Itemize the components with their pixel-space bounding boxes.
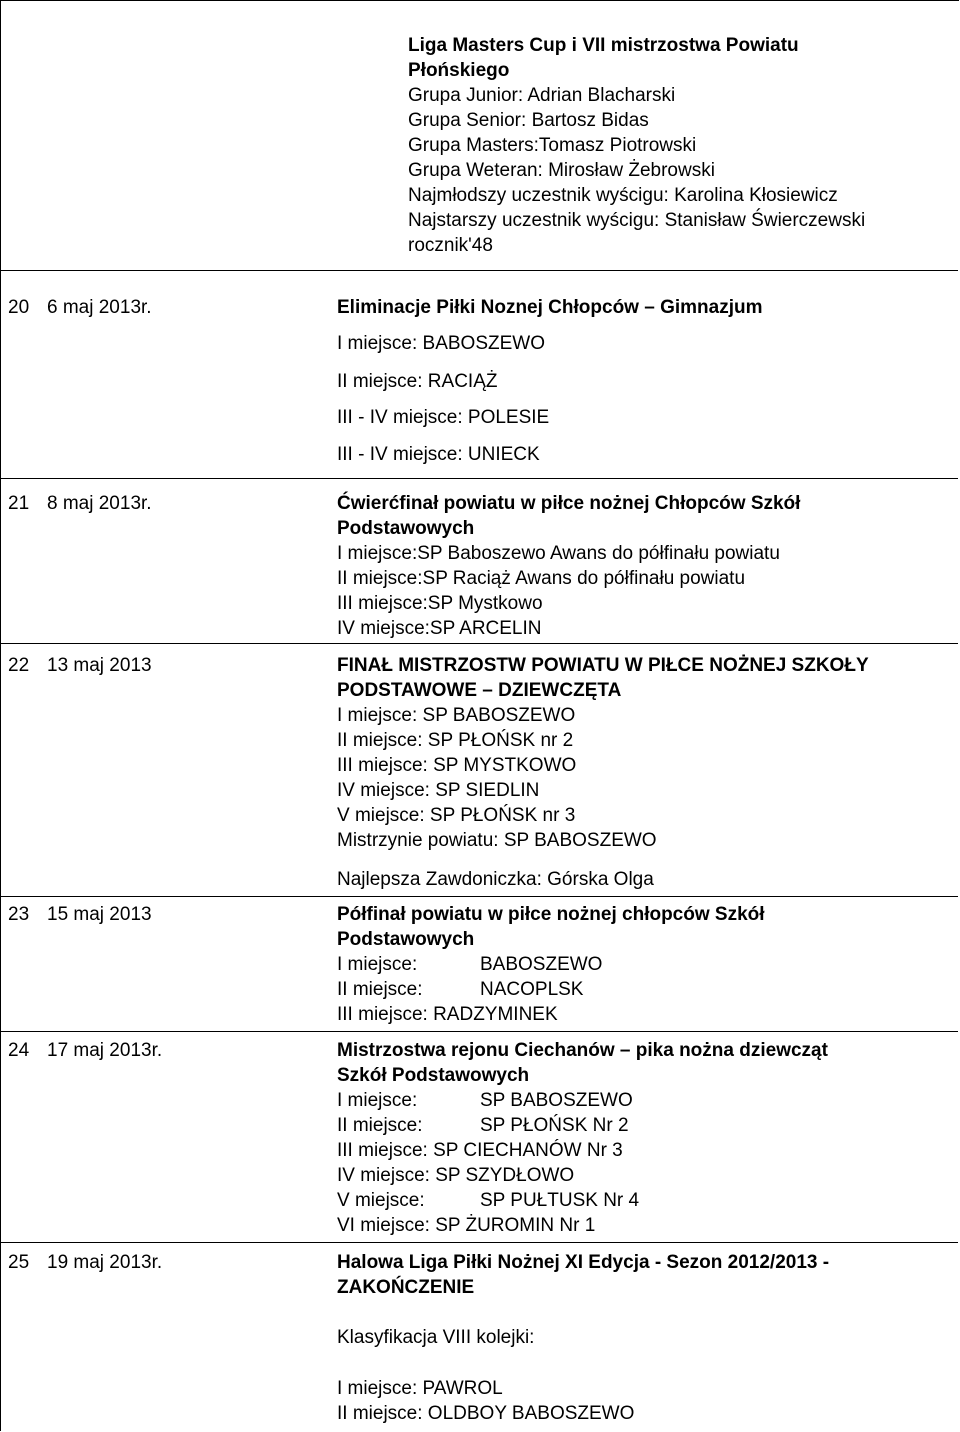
entry-number: 23 xyxy=(8,904,30,925)
result-value: NACOPLSK xyxy=(480,979,584,1000)
result-line: I miejsce: PAWROL xyxy=(337,1378,503,1399)
result-value: SP PŁOŃSK Nr 2 xyxy=(480,1115,629,1136)
intro-senior: Grupa Senior: Bartosz Bidas xyxy=(408,110,649,131)
result-value: SP PUŁTUSK Nr 4 xyxy=(480,1190,640,1211)
entry-title: Podstawowych xyxy=(337,929,475,950)
entry-date: 8 maj 2013r. xyxy=(47,493,152,514)
entry-title: Eliminacje Piłki Noznej Chłopców – Gimnazjum xyxy=(337,297,763,318)
entry-date: 15 maj 2013 xyxy=(47,904,152,925)
entry-date: 19 maj 2013r. xyxy=(47,1252,163,1273)
entry-number: 25 xyxy=(8,1252,30,1273)
result-line: III miejsce: SP CIECHANÓW Nr 3 xyxy=(337,1140,623,1161)
entry-title: Mistrzostwa rejonu Ciechanów – pika nożna dziewcząt xyxy=(337,1040,828,1061)
entry-title: FINAŁ MISTRZOSTW POWIATU W PIŁCE NOŻNEJ SZKOŁY xyxy=(337,655,869,676)
row-divider xyxy=(0,896,958,897)
result-label: I miejsce: xyxy=(337,954,418,975)
result-label: II miejsce: xyxy=(337,979,423,1000)
intro-year: rocznik'48 xyxy=(408,235,493,256)
result-line: III miejsce: RADZYMINEK xyxy=(337,1004,558,1025)
result-line: III - IV miejsce: POLESIE xyxy=(337,407,550,428)
entry-title: ZAKOŃCZENIE xyxy=(337,1277,475,1298)
entry-date: 6 maj 2013r. xyxy=(47,297,152,318)
result-line: II miejsce:SP Raciąż Awans do półfinału powiatu xyxy=(337,568,746,589)
entry-title: Półfinał powiatu w piłce nożnej chłopców Szkół xyxy=(337,904,765,925)
intro-oldest: Najstarszy uczestnik wyścigu: Stanisław Świerczewski xyxy=(408,210,866,231)
result-line: II miejsce: OLDBOY BABOSZEWO xyxy=(337,1403,635,1424)
entry-number: 20 xyxy=(8,297,30,318)
entry-number: 21 xyxy=(8,493,30,514)
result-line: IV miejsce:SP ARCELIN xyxy=(337,618,542,639)
result-label: V miejsce: xyxy=(337,1190,425,1211)
row-divider xyxy=(0,643,958,644)
result-value: SP BABOSZEWO xyxy=(480,1090,633,1111)
row-divider xyxy=(0,478,958,479)
entry-title: Ćwierćfinał powiatu w piłce nożnej Chłopców Szkół xyxy=(337,493,801,514)
intro-masters: Grupa Masters:Tomasz Piotrowski xyxy=(408,135,697,156)
result-value: BABOSZEWO xyxy=(480,954,603,975)
entry-title: Podstawowych xyxy=(337,518,475,539)
intro-title-line-2: Płońskiego xyxy=(408,60,510,81)
result-line: IV miejsce: SP SIEDLIN xyxy=(337,780,540,801)
intro-weteran: Grupa Weteran: Mirosław Żebrowski xyxy=(408,160,715,181)
result-line: I miejsce:SP Baboszewo Awans do półfinału powiatu xyxy=(337,543,780,564)
result-line: II miejsce: RACIĄŻ xyxy=(337,371,498,392)
classification-heading: Klasyfikacja VIII kolejki: xyxy=(337,1327,535,1348)
intro-junior: Grupa Junior: Adrian Blacharski xyxy=(408,85,676,106)
result-line: II miejsce: SP PŁOŃSK nr 2 xyxy=(337,730,574,751)
result-line: I miejsce: SP BABOSZEWO xyxy=(337,705,576,726)
result-label: I miejsce: xyxy=(337,1090,418,1111)
intro-youngest: Najmłodszy uczestnik wyścigu: Karolina Kłosiewicz xyxy=(408,185,838,206)
entry-number: 22 xyxy=(8,655,30,676)
champion-line: Mistrzynie powiatu: SP BABOSZEWO xyxy=(337,830,657,851)
entry-date: 13 maj 2013 xyxy=(47,655,152,676)
result-line: VI miejsce: SP ŻUROMIN Nr 1 xyxy=(337,1215,596,1236)
row-divider xyxy=(0,270,958,271)
entry-date: 17 maj 2013r. xyxy=(47,1040,163,1061)
result-line: III - IV miejsce: UNIECK xyxy=(337,444,540,465)
result-line: V miejsce: SP PŁOŃSK nr 3 xyxy=(337,805,576,826)
entry-title: Halowa Liga Piłki Nożnej XI Edycja - Sezon 2012/2013 - xyxy=(337,1252,830,1273)
row-divider xyxy=(0,1242,958,1243)
result-line: III miejsce: SP MYSTKOWO xyxy=(337,755,577,776)
result-line: I miejsce: BABOSZEWO xyxy=(337,333,545,354)
result-line: IV miejsce: SP SZYDŁOWO xyxy=(337,1165,575,1186)
best-player-line: Najlepsza Zawdoniczka: Górska Olga xyxy=(337,869,654,890)
entry-title: Szkół Podstawowych xyxy=(337,1065,530,1086)
row-divider xyxy=(0,1031,958,1032)
result-label: II miejsce: xyxy=(337,1115,423,1136)
intro-title-line-1: Liga Masters Cup i VII mistrzostwa Powiatu xyxy=(408,35,799,56)
result-line: III miejsce:SP Mystkowo xyxy=(337,593,543,614)
entry-number: 24 xyxy=(8,1040,30,1061)
entry-title: PODSTAWOWE – DZIEWCZĘTA xyxy=(337,680,622,701)
